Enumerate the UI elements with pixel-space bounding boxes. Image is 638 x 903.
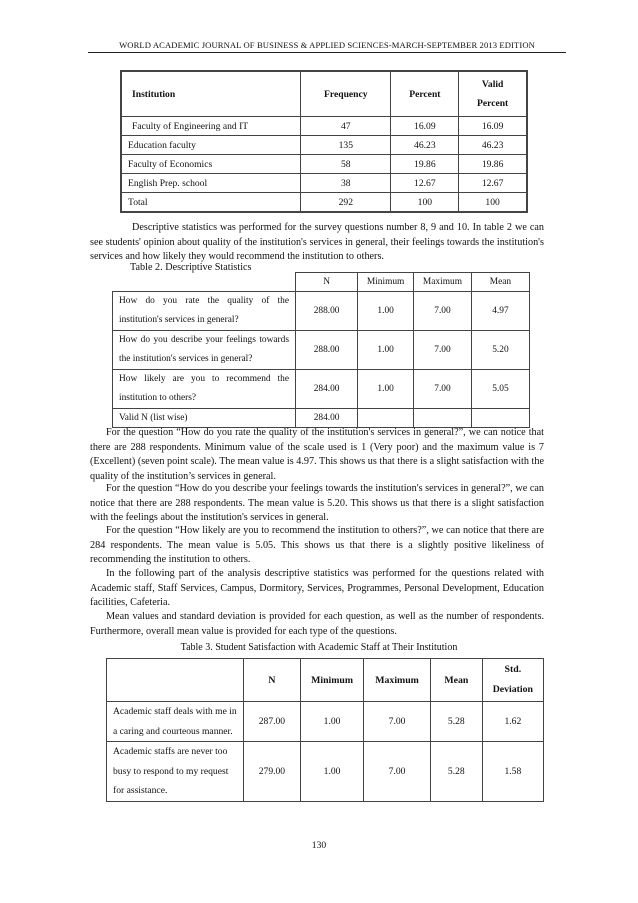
col-institution: Institution <box>121 71 301 117</box>
paragraph-analysis-scope: In the following part of the analysis descriptive statistics was performed for the questions related with Academic staff, Staff Services, Campus, Dormitory, Services, Programmes, Personal Development, Education facilities, Cafeteria. <box>90 568 544 609</box>
question-cell: How do you describe your feelings towards the institution's services in general? <box>113 331 296 370</box>
col-valid-percent <box>459 71 527 117</box>
col-valid-label: Valid <box>481 79 504 90</box>
table-row <box>121 155 527 174</box>
cell-frequency: 47 <box>301 117 391 136</box>
cell-minimum: 1.00 <box>300 702 363 742</box>
table-row-total <box>121 193 527 213</box>
blank-header-cell <box>113 273 296 292</box>
cell-valid-percent: 100 <box>459 193 527 213</box>
table-row <box>113 370 530 409</box>
cell-percent: 19.86 <box>391 155 459 174</box>
cell-frequency: 58 <box>301 155 391 174</box>
cell-percent: 100 <box>391 193 459 213</box>
cell-institution: Faculty of Engineering and IT <box>121 117 301 136</box>
col-minimum: Minimum <box>300 659 363 702</box>
col-mean: Mean <box>471 273 529 292</box>
col-n: N <box>243 659 300 702</box>
cell-minimum: 1.00 <box>300 742 363 802</box>
col-mean: Mean <box>430 659 482 702</box>
cell-minimum: 1.00 <box>358 292 414 331</box>
cell-maximum: 7.00 <box>414 292 472 331</box>
question-cell: Valid N (list wise) <box>113 409 296 428</box>
question-cell: Academic staff deals with me in a caring and courteous manner. <box>107 702 244 742</box>
col-std-deviation <box>482 659 543 702</box>
cell-institution: Faculty of Economics <box>121 155 301 174</box>
cell-frequency: 135 <box>301 136 391 155</box>
table-header-row <box>107 659 544 702</box>
cell-percent: 12.67 <box>391 174 459 193</box>
cell-mean <box>471 409 529 428</box>
cell-maximum: 7.00 <box>414 370 472 409</box>
cell-minimum: 1.00 <box>358 331 414 370</box>
table-row <box>121 174 527 193</box>
table-row <box>113 292 530 331</box>
table3-caption: Table 3. Student Satisfaction with Academic Staff at Their Institution <box>180 642 458 653</box>
col-std-label: Std. <box>504 664 522 675</box>
cell-valid-percent: 46.23 <box>459 136 527 155</box>
col-percent: Percent <box>391 71 459 117</box>
table-header-row <box>113 273 530 292</box>
page-number: 130 <box>311 840 327 851</box>
cell-valid-percent: 16.09 <box>459 117 527 136</box>
cell-valid-percent: 12.67 <box>459 174 527 193</box>
table2-caption: Table 2. Descriptive Statistics <box>130 262 252 273</box>
cell-minimum: 1.00 <box>358 370 414 409</box>
cell-maximum: 7.00 <box>364 702 431 742</box>
table-row <box>107 742 544 802</box>
descriptive-statistics-table <box>112 272 530 428</box>
cell-valid-percent: 19.86 <box>459 155 527 174</box>
table-row <box>121 136 527 155</box>
cell-std-deviation: 1.62 <box>482 702 543 742</box>
table-row <box>107 702 544 742</box>
blank-header-cell <box>107 659 244 702</box>
cell-std-deviation: 1.58 <box>482 742 543 802</box>
table-row <box>113 331 530 370</box>
academic-staff-satisfaction-table <box>106 658 544 802</box>
cell-maximum <box>414 409 472 428</box>
cell-percent: 46.23 <box>391 136 459 155</box>
paragraph-descriptive-intro: Descriptive statistics was performed for the survey questions number 8, 9 and 10. In table 2 we can see students' opinion about quality of the institution's services in general, their feelings towards the institution's services and how likely they would recommend the institution to others. <box>90 222 544 263</box>
cell-mean: 5.05 <box>471 370 529 409</box>
col-percent-label: Percent <box>476 98 509 109</box>
col-minimum: Minimum <box>358 273 414 292</box>
cell-n: 284.00 <box>296 409 358 428</box>
question-cell: How likely are you to recommend the institution to others? <box>113 370 296 409</box>
running-header: WORLD ACADEMIC JOURNAL OF BUSINESS & APPLIED SCIENCES-MARCH-SEPTEMBER 2013 EDITION <box>88 40 566 53</box>
cell-n: 284.00 <box>296 370 358 409</box>
question-cell: How do you rate the quality of the institution's services in general? <box>113 292 296 331</box>
col-n: N <box>296 273 358 292</box>
cell-maximum: 7.00 <box>414 331 472 370</box>
col-deviation-label: Deviation <box>492 684 533 695</box>
paragraph-mean-values: Mean values and standard deviation is provided for each question, as well as the number of respondents. Furthermore, overall mean value is provided for each type of the questions. <box>90 611 544 637</box>
cell-n: 279.00 <box>243 742 300 802</box>
col-maximum: Maximum <box>364 659 431 702</box>
paragraph-recommend-question: For the question “How likely are you to recommend the institution to others?”, we can notice that there are 284 respondents. The mean value is 5.05. This shows us that there is a slightly positive likeliness of recommending the institution to others. <box>90 525 544 566</box>
cell-n: 287.00 <box>243 702 300 742</box>
cell-institution: English Prep. school <box>121 174 301 193</box>
cell-mean: 5.20 <box>471 331 529 370</box>
cell-mean: 5.28 <box>430 702 482 742</box>
paragraph-quality-question: For the question “How do you rate the quality of the institution's services in general?”, we can notice that there are 288 respondents. Minimum value of the scale used is 1 (Very poor) and the maximum value is 7 (Excellent) (seven point scale). The mean value is 4.97. This shows us that there is a slight satisfaction with the quality of the institution’s services in general. <box>90 427 544 482</box>
cell-n: 288.00 <box>296 331 358 370</box>
table-row <box>121 117 527 136</box>
table-header-row <box>121 71 527 117</box>
cell-minimum <box>358 409 414 428</box>
question-cell: Academic staffs are never too busy to respond to my request for assistance. <box>107 742 244 802</box>
col-maximum: Maximum <box>414 273 472 292</box>
cell-percent: 16.09 <box>391 117 459 136</box>
cell-n: 288.00 <box>296 292 358 331</box>
cell-maximum: 7.00 <box>364 742 431 802</box>
cell-frequency: 292 <box>301 193 391 213</box>
paragraph-feelings-question: For the question “How do you describe your feelings towards the institution's services in general?”, we can notice that there are 288 respondents. The mean value is 5.20. This shows us that there is a slight satisfaction with the feelings about the institution's services in general. <box>90 483 544 524</box>
institution-frequency-table <box>120 70 528 213</box>
table-row <box>113 409 530 428</box>
cell-institution: Total <box>121 193 301 213</box>
col-frequency: Frequency <box>301 71 391 117</box>
cell-mean: 4.97 <box>471 292 529 331</box>
cell-mean: 5.28 <box>430 742 482 802</box>
cell-institution: Education faculty <box>121 136 301 155</box>
cell-frequency: 38 <box>301 174 391 193</box>
